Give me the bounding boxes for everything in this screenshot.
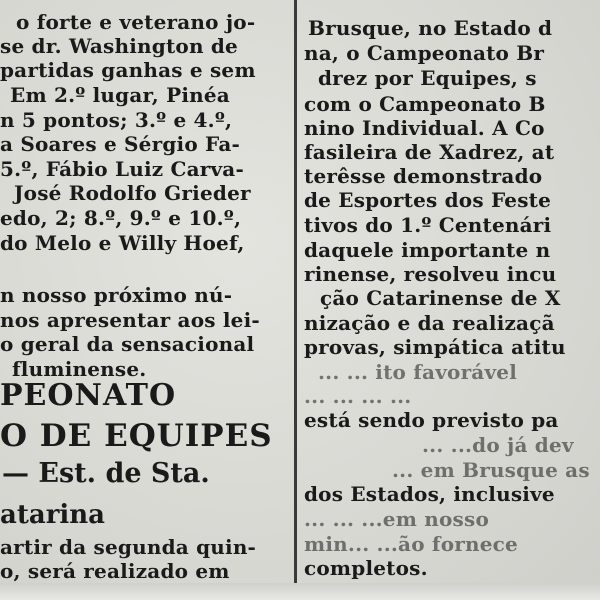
right-text-line-faded: ... ... ...em nosso <box>304 507 489 531</box>
right-text-line: Brusque, no Estado d <box>308 16 553 40</box>
left-text-line: o forte e veterano jo- <box>16 10 256 34</box>
right-text-line: completos. <box>304 556 428 580</box>
right-text-line: terêsse demonstrado <box>304 164 543 188</box>
right-text-line: ção Catarinense de X <box>320 286 561 310</box>
left-text-line: edo, 2; 8.º, 9.º e 10.º, <box>0 206 242 230</box>
left-column <box>0 0 292 600</box>
left-text-line: fluminense. <box>12 357 147 381</box>
left-text-line: o, será realizado em <box>0 559 230 583</box>
right-text-line: provas, simpática atitu <box>304 335 566 359</box>
right-text-line-faded: ... em Brusque as <box>392 458 590 482</box>
left-text-line: do Melo e Willy Hoef, <box>0 231 245 255</box>
section-heading: PEONATO <box>0 378 177 413</box>
right-text-line: de Esportes dos Feste <box>304 188 552 212</box>
left-text-line: n 5 pontos; 3.º e 4.º, <box>0 108 233 132</box>
right-text-line: dos Estados, inclusive <box>304 482 555 506</box>
right-text-line: fasileira de Xadrez, at <box>304 140 555 164</box>
right-column <box>302 0 600 600</box>
left-text-line: nos apresentar aos lei- <box>0 308 260 332</box>
section-heading: O DE EQUIPES <box>0 418 273 454</box>
right-text-line: daquele importante n <box>304 238 551 262</box>
right-text-line-faded: min... ...ão fornece <box>304 532 518 556</box>
right-text-line: rinense, resolveu incu <box>304 262 557 286</box>
section-subheading: atarina <box>0 500 106 530</box>
right-text-line-faded: ... ...do já dev <box>422 433 574 457</box>
column-divider <box>294 0 297 600</box>
page-bottom-edge <box>0 583 600 600</box>
right-text-line: está sendo previsto pa <box>304 408 559 432</box>
right-text-line-faded: ... ... ito favorável <box>318 360 518 384</box>
left-text-line: a Soares e Sérgio Fa- <box>0 132 240 156</box>
left-text-line: Em 2.º lugar, Pinéa <box>10 83 230 107</box>
right-text-line-faded: ... ... ... ... <box>304 384 412 408</box>
left-text-line: partidas ganhas e sem <box>0 58 256 82</box>
section-subheading: — Est. de Sta. <box>2 458 210 489</box>
left-text-line: José Rodolfo Grieder <box>14 181 251 205</box>
right-text-line: com o Campeonato B <box>304 92 546 116</box>
left-text-line: 5.º, Fábio Luiz Carva- <box>0 157 244 181</box>
right-text-line: drez por Equipes, s <box>318 66 537 90</box>
left-text-line: se dr. Washington de <box>0 34 238 58</box>
left-text-line: o geral da sensacional <box>0 332 255 356</box>
left-text-line: n nosso próximo nú- <box>0 283 233 307</box>
right-text-line: na, o Campeonato Br <box>304 41 545 65</box>
right-text-line: nino Individual. A Co <box>304 116 545 140</box>
left-text-line: artir da segunda quin- <box>0 535 257 559</box>
right-text-line: nização e da realizaçã <box>304 311 555 335</box>
right-text-line: tivos do 1.º Centenári <box>304 213 552 237</box>
